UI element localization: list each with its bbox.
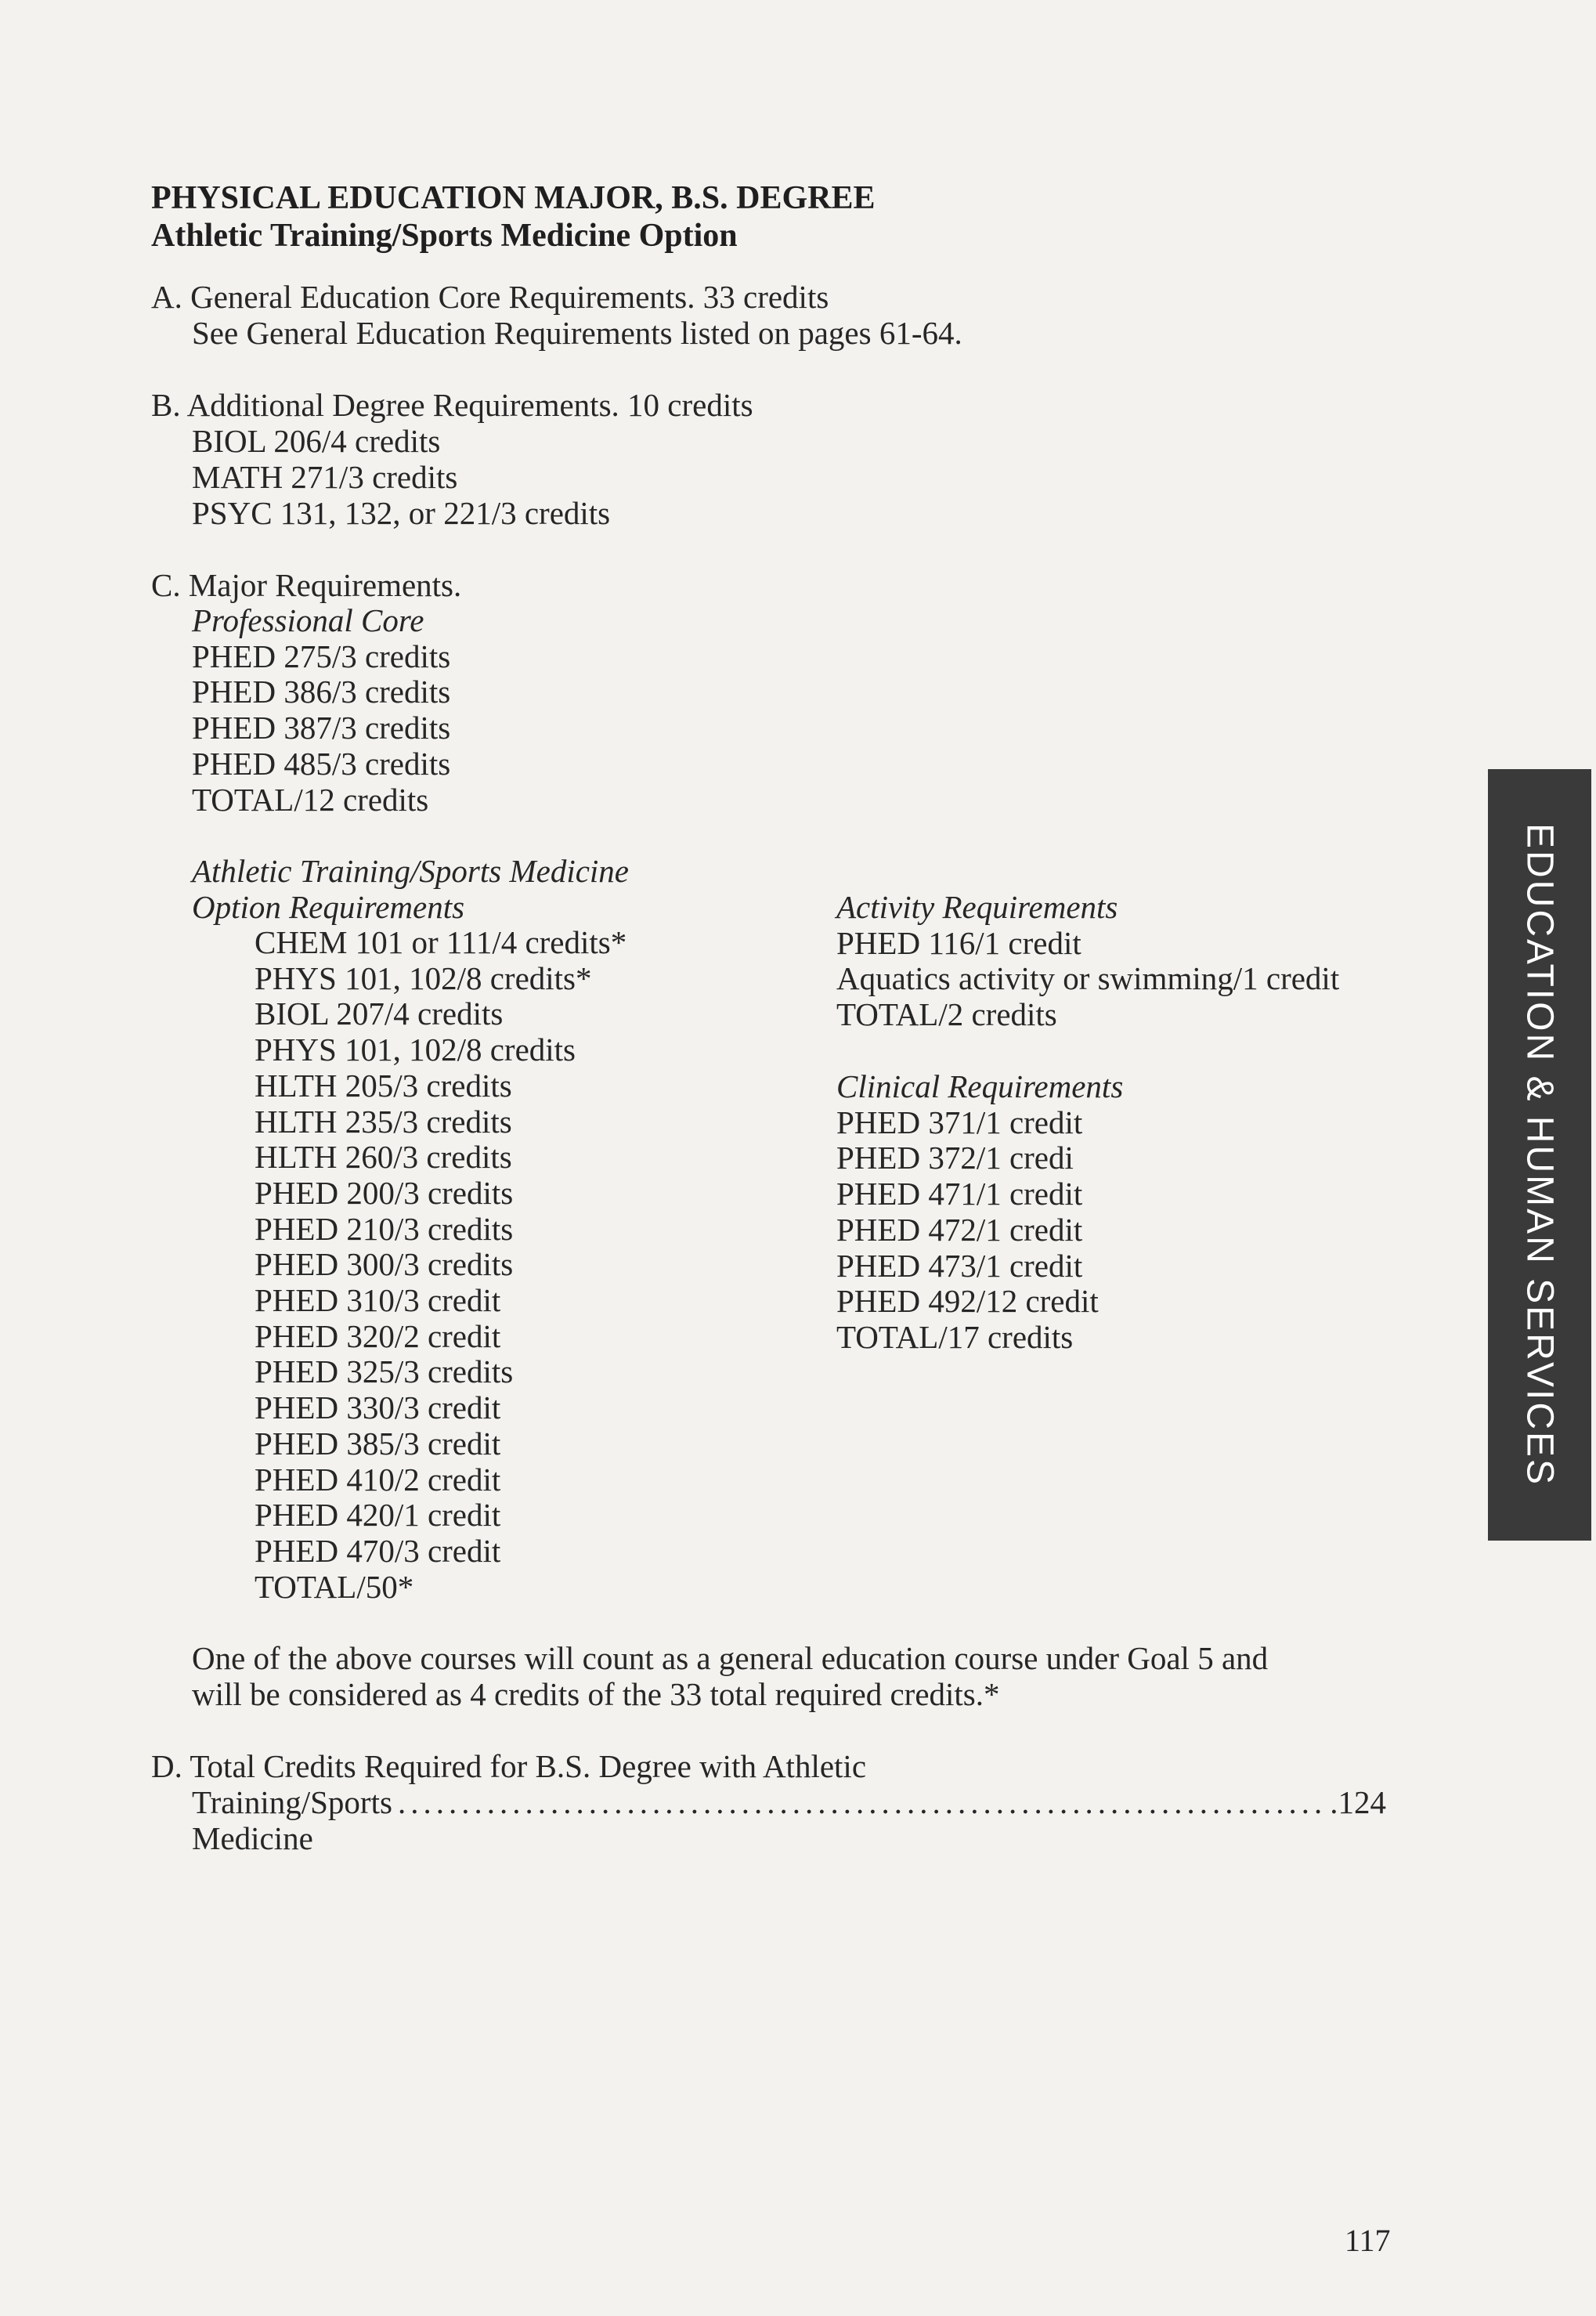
clinical-item: PHED 492/12 credit <box>836 1283 1099 1320</box>
total-credits-value: .124 <box>1330 1784 1386 1820</box>
section-c-heading: C. Major Requirements. <box>151 567 462 603</box>
page-number: 117 <box>1345 2223 1391 2258</box>
option-item: PHED 385/3 credit <box>255 1425 501 1462</box>
activity-requirements-list <box>836 890 1339 1033</box>
option-total: TOTAL/50* <box>255 1568 414 1605</box>
option-item: PHED 325/3 credits <box>255 1353 514 1390</box>
section-b-item: PSYC 131, 132, or 221/3 credits <box>192 495 611 531</box>
professional-core-item: PHED 386/3 credits <box>192 674 451 710</box>
section-b-item: MATH 271/3 credits <box>192 459 458 495</box>
dot-leader: ......................................................................... <box>398 1784 1327 1820</box>
clinical-item: PHED 471/1 credit <box>836 1176 1083 1212</box>
clinical-total: TOTAL/17 credits <box>836 1318 1074 1355</box>
option-item: PHED 420/1 credit <box>255 1497 501 1534</box>
section-a-heading: A. General Education Core Requirements. 33 credits <box>151 279 829 315</box>
section-b-item: BIOL 206/4 credits <box>192 423 441 459</box>
clinical-item: PHED 473/1 credit <box>836 1247 1083 1284</box>
option-item: CHEM 101 or 111/4 credits* <box>255 924 627 960</box>
option-item: PHED 320/2 credit <box>255 1317 501 1354</box>
option-item: PHYS 101, 102/8 credits* <box>255 959 592 996</box>
clinical-item: PHED 372/1 credi <box>836 1140 1074 1176</box>
professional-core-item: PHED 275/3 credits <box>192 638 451 674</box>
professional-core-total: TOTAL/12 credits <box>192 781 429 818</box>
activity-total: TOTAL/2 credits <box>836 996 1057 1033</box>
page-title: PHYSICAL EDUCATION MAJOR, B.S. DEGREE <box>151 180 876 216</box>
option-item: HLTH 235/3 credits <box>255 1103 512 1140</box>
option-item: PHED 210/3 credits <box>255 1210 514 1247</box>
option-title-line2: Option Requirements <box>192 888 465 925</box>
professional-core-item: PHED 485/3 credits <box>192 745 451 782</box>
option-item: PHED 310/3 credit <box>255 1282 501 1319</box>
option-requirements-list <box>255 925 626 1605</box>
activity-title: Activity Requirements <box>836 889 1118 925</box>
option-item: PHED 470/3 credit <box>255 1532 501 1569</box>
professional-core-list <box>192 603 450 818</box>
option-requirements-title <box>192 854 629 925</box>
clinical-title: Clinical Requirements <box>836 1068 1124 1104</box>
page-subtitle: Athletic Training/Sports Medicine Option <box>151 218 738 254</box>
section-a-note: See General Education Requirements listed on pages 61-64. <box>192 315 962 351</box>
professional-core-title: Professional Core <box>192 602 424 638</box>
activity-item: PHED 116/1 credit <box>836 924 1081 961</box>
option-item: HLTH 260/3 credits <box>255 1139 512 1176</box>
option-item: BIOL 207/4 credits <box>255 995 504 1032</box>
option-item: PHED 300/3 credits <box>255 1246 514 1283</box>
clinical-item: PHED 472/1 credit <box>836 1211 1083 1248</box>
option-item: PHED 410/2 credit <box>255 1461 501 1498</box>
side-tab-label: EDUCATION & HUMAN SERVICES <box>1518 822 1561 1487</box>
section-side-tab <box>1488 769 1591 1541</box>
section-b-heading: B. Additional Degree Requirements. 10 credits <box>151 387 753 423</box>
option-item: PHED 330/3 credit <box>255 1389 501 1426</box>
professional-core-item: PHED 387/3 credits <box>192 710 451 746</box>
option-item: HLTH 205/3 credits <box>255 1067 512 1104</box>
clinical-item: PHED 371/1 credit <box>836 1104 1083 1140</box>
section-d-heading: D. Total Credits Required for B.S. Degree with Athletic <box>151 1748 867 1784</box>
option-item: PHYS 101, 102/8 credits <box>255 1032 576 1068</box>
option-item: PHED 200/3 credits <box>255 1174 514 1211</box>
total-credits-label: Training/Sports Medicine <box>192 1784 392 1856</box>
footnote-line: will be considered as 4 credits of the 33 total required credits.* <box>192 1676 1000 1712</box>
clinical-requirements-list <box>836 1069 1123 1356</box>
activity-item: Aquatics activity or swimming/1 credit <box>836 960 1340 997</box>
option-title-line1: Athletic Training/Sports Medicine <box>192 853 630 889</box>
total-credits-row <box>192 1784 1386 1856</box>
footnote-line: One of the above courses will count as a general education course under Goal 5 and <box>192 1640 1269 1676</box>
